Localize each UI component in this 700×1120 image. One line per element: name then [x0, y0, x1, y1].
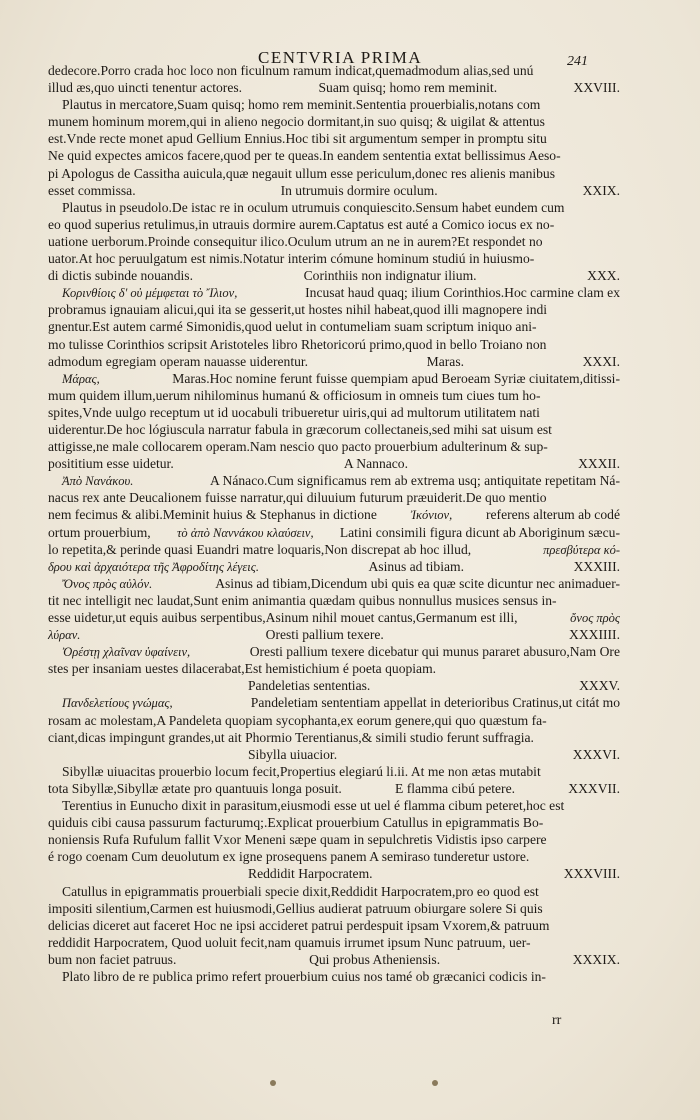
latin-text: nem fecimus & alibi.Meminit huius & Stephanus in dictione — [48, 507, 377, 523]
latin-text: A Nannaco. — [343, 456, 408, 472]
latin-text: Plato libro de re publica primo refert prouerbium cuius nos tamé ob græcanici codicis in- — [62, 968, 546, 984]
text-line — [48, 301, 620, 318]
latin-text: XXXII. — [578, 456, 620, 472]
text-line — [48, 216, 620, 233]
latin-text: admodum egregiam operam nauasse uiderentur. — [48, 353, 309, 369]
text-line — [48, 455, 620, 472]
latin-text: di dictis subinde nouandis. — [48, 268, 193, 284]
text-line — [48, 917, 620, 934]
text-line — [48, 592, 620, 609]
greek-text: Ὀρέστῃ χλαῖναν ὑφαίνειν, — [62, 645, 191, 660]
latin-text: delicias diceret aut faceret Hoc ne ipsi accideret patrui perdespuit ipsam Vxorem,& patruum — [48, 917, 550, 933]
greek-text: τὸ ἀπὸ Ναννάκου κλαύσειν, — [176, 525, 314, 540]
latin-text: Catullus in epigrammatis prouerbiali specie dixit,Reddidit Harpocratem,pro eo quod est — [62, 883, 539, 899]
binding-dot — [432, 1080, 438, 1086]
text-line — [48, 404, 620, 421]
greek-text: λύραν. — [48, 628, 81, 643]
latin-text: noniensis Rufa Rufulum fallit Vxor Meneni sæpe quam in sepulchretis Vidistis ipso carpere — [48, 832, 547, 848]
text-line — [48, 130, 620, 147]
folio-number: 241 — [567, 54, 588, 69]
text-line — [48, 284, 620, 301]
greek-text: Μάρας, — [62, 371, 100, 386]
text-line — [48, 438, 620, 455]
latin-text: Sibyllæ uiuacitas prouerbio locum fecit,Propertius elegiarú li.ii. At me non ætas mutabit — [62, 763, 541, 779]
text-line — [48, 147, 620, 164]
latin-text: uator.At hoc peruulgatum est nimis.Notatur interim cómune hominum studiú in huiusmo- — [48, 251, 535, 267]
latin-text: Plautus in pseudolo.De istac re in oculum utrumuis conquiescito.Sensum habet eundem cum — [62, 199, 565, 215]
text-line — [48, 831, 620, 848]
latin-text: XXIX. — [582, 182, 620, 198]
latin-text: uiderentur.De hoc lógiuscula narratur fabula in græcorum collectaneis,sed mihi sat uisum est — [48, 421, 552, 437]
text-line — [48, 472, 620, 489]
text-line — [48, 182, 620, 199]
text-line — [48, 79, 620, 96]
latin-text: dedecore.Porro crada hoc loco non ficulnum ramum indicat,quemadmodum alias,sed unú — [48, 63, 534, 78]
latin-text: Sibylla uiuacior. — [248, 746, 338, 762]
binding-dot — [270, 1080, 276, 1086]
greek-text: Κορινθίοις δ' οὐ μέμφεται τὸ Ἴλιον, — [62, 286, 238, 301]
text-line — [48, 96, 620, 113]
latin-text: Pandeletiam sententiam appellat in deterioribus Cratinus,ut citát mo — [250, 695, 620, 711]
latin-text: nacus rex ante Deucalionem fuisse narratur,qui diluuium futurum præuiderit.De quo mentio — [48, 490, 547, 506]
latin-text: Corinthiis non indignatur ilium. — [303, 268, 477, 284]
latin-text: XXXV. — [579, 678, 620, 694]
latin-text: Terentius in Eunucho dixit in parasitum,eiusmodi esse ut uel é flamma cibum peteret,hoc est — [62, 798, 565, 814]
latin-text: Plautus in mercatore,Suam quisq; homo rem meminit.Sententia prouerbialis,notans com — [62, 97, 541, 113]
latin-text: é rogo coenam Cum deuolutum ex igne prosequens panem A semiraso tunderetur ustore. — [48, 849, 530, 865]
text-line — [48, 865, 620, 882]
text-line — [48, 506, 620, 523]
latin-text: Qui probus Atheniensis. — [309, 951, 441, 967]
latin-text: XXXIX. — [572, 951, 620, 967]
text-line — [48, 558, 620, 575]
latin-text: spites,Vnde uulgo receptum ut id uocabuli tribueretur uiris,qui ad multorum utilitatem nati — [48, 404, 540, 420]
text-line — [48, 609, 620, 626]
text-line — [48, 848, 620, 865]
latin-text: ortum prouerbium, — [48, 524, 151, 540]
latin-text: referens alterum ab codé — [486, 507, 620, 523]
greek-text: πρεσβύτερα κό- — [543, 542, 620, 557]
latin-text: posititium esse uidetur. — [48, 456, 174, 472]
latin-text: uatione uerborum.Proinde consequitur ilico.Oculum utrum an ne in aurem?Et respondet no — [48, 233, 543, 249]
text-line — [48, 660, 620, 677]
latin-text: lo repetita,& perinde quasi Euandri matre loquaris,Non discrepat ab hoc illud, — [48, 541, 472, 557]
latin-text: In utrumuis dormire oculum. — [280, 182, 438, 198]
text-line — [48, 421, 620, 438]
latin-text: Suam quisq; homo rem meminit. — [318, 80, 498, 96]
latin-text: impositi silentium,Carmen est huiusmodi,Gellius audierat patruum obiurgare solere Si quis — [48, 900, 543, 916]
text-line — [48, 575, 620, 592]
text-line — [48, 250, 620, 267]
latin-text: stes per insaniam uestes dilacerabat,Est hemistichium é poeta quopiam. — [48, 661, 437, 677]
latin-text: ciant,dicas impingunt grandes,ut ait Phormio Terentianus,& simili studio ferunt suffragia. — [48, 729, 534, 745]
latin-text: Pandeletias sententias. — [248, 678, 371, 694]
latin-text: Oresti pallium texere. — [265, 627, 384, 643]
latin-text: mo tulisse Corinthios scripsit Aristoteles libro Rhetoricorú primo,quod in bello Troiano non — [48, 336, 547, 352]
text-line — [48, 541, 620, 558]
latin-text: Asinus ad tibiam. — [368, 558, 465, 574]
latin-text: XXVIII. — [573, 80, 620, 96]
latin-text: illud æs,quo uincti tenentur actores. — [48, 80, 243, 96]
text-line — [48, 353, 620, 370]
text-line — [48, 267, 620, 284]
text-line — [48, 729, 620, 746]
body-text — [48, 62, 620, 985]
text-line — [48, 883, 620, 900]
text-line — [48, 780, 620, 797]
text-line — [48, 370, 620, 387]
greek-text: Πανδελετίους γνώμας, — [62, 696, 173, 711]
text-line — [48, 694, 620, 711]
text-line — [48, 677, 620, 694]
latin-text: attigisse,ne male collocarem operam.Nam nescio quo pacto prouerbium adulterinum & sup- — [48, 439, 548, 455]
text-line — [48, 113, 620, 130]
text-line — [48, 814, 620, 831]
text-line — [48, 797, 620, 814]
text-line — [48, 199, 620, 216]
latin-text: XXX. — [587, 268, 620, 284]
text-line — [48, 233, 620, 250]
latin-text: Ne quid expectes amicos facere,quod per te queas.In eandem sententia extat bellissimus Aeso- — [48, 148, 561, 164]
text-line — [48, 336, 620, 353]
text-line — [48, 626, 620, 643]
greek-text: Ὄνος πρὸς αὐλόν. — [62, 576, 153, 591]
latin-text: eo quod superius retulimus,in utrauis dormire aurem.Captatus est auté a Comico iocus ex no- — [48, 216, 555, 232]
latin-text: esset commissa. — [48, 182, 136, 198]
text-line — [48, 900, 620, 917]
text-line — [48, 934, 620, 951]
text-line — [48, 62, 620, 79]
latin-text: Asinus ad tibiam,Dicendum ubi quis ea quæ scite dicuntur nec animaduer- — [215, 575, 620, 591]
latin-text: bum non faciet patruus. — [48, 951, 177, 967]
text-line — [48, 763, 620, 780]
text-line — [48, 318, 620, 335]
latin-text: tit nec intelligit nec laudat,Sunt enim animantia quædam quibus nonnullus musices sensus in- — [48, 592, 557, 608]
latin-text: XXXVI. — [572, 746, 620, 762]
latin-text: probramus ignauiam alicui,qui ita se gesserit,ut hostes nihil habeat,quod illi magnopere indi — [48, 302, 548, 318]
latin-text: XXXVIII. — [563, 866, 620, 882]
text-line — [48, 968, 620, 985]
latin-text: munem hominum morem,qui in alieno negocio dormitant,in suo quisq; & uigilat & attentus — [48, 114, 545, 130]
latin-text: reddidit Harpocratem, Quod uoluit fecit,nam quamuis irrumet ipsum Nunc patruum, uer- — [48, 934, 531, 950]
latin-text: rosam ac molestam,A Pandeleta quopiam sycophanta,ex eorum genere,qui quo quæstum fa- — [48, 712, 547, 728]
greek-text: Ἀπὸ Νανάκου. — [62, 474, 134, 489]
text-line — [48, 387, 620, 404]
greek-text: ὄνος πρὸς — [570, 611, 620, 625]
text-line — [48, 165, 620, 182]
latin-text: XXXIII. — [573, 558, 620, 574]
text-line — [48, 489, 620, 506]
running-head: CENTVRIA PRIMA — [258, 48, 423, 67]
latin-text: A Nánaco.Cum significamus rem ab extrema usq; antiquitate repetitam Ná- — [210, 473, 620, 489]
greek-text: δρου καὶ ἀρχαιότερα τῆς Ἀφροδίτης λέγεις. — [48, 559, 259, 574]
text-line — [48, 643, 620, 660]
text-line — [48, 712, 620, 729]
latin-text: esse uidetur,ut equis auibus serpentibus,Asinum nihil mouet cantus,Germanum est illi, — [48, 610, 518, 625]
latin-text: XXXVII. — [568, 780, 620, 796]
latin-text: tota Sibyllæ,Sibyllæ ætate pro quantuuis longa posuit. — [48, 780, 342, 796]
latin-text: E flamma cibú petere. — [395, 780, 516, 796]
latin-text: XXXI. — [582, 353, 620, 369]
text-line — [48, 524, 620, 541]
latin-text: gnentur.Est autem carmé Simonidis,quod uelut in contumeliam suam scriptum iniquo ani- — [48, 319, 537, 335]
latin-text: mum quidem illum,uerum nihilominus humanú & officiosum in omneis tum ciues tum ho- — [48, 387, 541, 403]
latin-text: Maras.Hoc nomine ferunt fuisse quempiam apud Beroeam Syriæ ciuitatem,ditissi- — [172, 370, 620, 386]
latin-text: quiduis cibi causa passurum facturumq;.Explicat prouerbium Catullus in epigrammatis Bo- — [48, 815, 544, 831]
greek-text: Ἰκόνιον, — [410, 508, 453, 523]
latin-text: Incusat haud quaq; ilium Corinthios.Hoc carmine clam ex — [305, 285, 620, 301]
text-line — [48, 746, 620, 763]
latin-text: pi Apologus de Cassitha auicula,quæ negauit ullum esse periculum,donec res alienis manibus — [48, 165, 556, 181]
signature-mark: rr — [552, 1013, 562, 1028]
latin-text: Maras. — [426, 353, 465, 369]
latin-text: Latini consimili figura dicunt ab Aboriginum sæcu- — [339, 524, 620, 540]
latin-text: est.Vnde recte monet apud Gellium Ennius.Hoc tibi sit argumentum semper in promptu situ — [48, 131, 547, 147]
latin-text: XXXIIII. — [569, 627, 620, 643]
latin-text: Oresti pallium texere dicebatur qui munus pararet abusuro,Nam Ore — [249, 644, 620, 660]
text-line — [48, 951, 620, 968]
latin-text: Reddidit Harpocratem. — [248, 866, 373, 882]
